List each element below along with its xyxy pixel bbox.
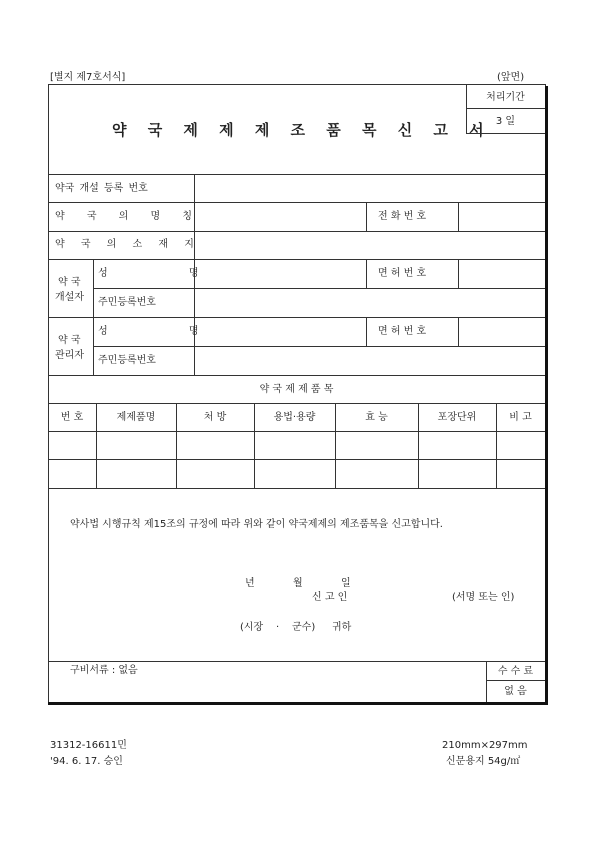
grid-line <box>458 317 459 346</box>
founder-label-line2: 개설자 <box>55 292 84 303</box>
header-prescription: 처 방 <box>203 412 227 423</box>
period-box-bottom <box>466 133 545 134</box>
fee-label: 수 수 료 <box>497 666 534 677</box>
approval-date: '94. 6. 17. 승인 <box>50 756 123 767</box>
manager-name-label: 성 명 <box>98 326 199 337</box>
date-year: 년 <box>245 578 255 589</box>
grid-line <box>48 202 545 203</box>
grid-line <box>366 202 367 231</box>
paper-size: 210mm×297mm <box>442 740 528 751</box>
manager-license-label: 면 허 번 호 <box>378 326 427 337</box>
addressee-mayor: (시장 <box>240 622 264 633</box>
grid-line <box>366 259 367 288</box>
grid-line <box>48 488 545 489</box>
declarant-label: 신 고 인 <box>312 592 348 603</box>
header-remarks: 비 고 <box>509 412 532 423</box>
paper-type: 신문용지 54g/㎡ <box>446 756 521 767</box>
fee-box-divider <box>486 680 545 681</box>
grid-line <box>93 346 545 347</box>
manager-id-label: 주민등록번호 <box>98 355 156 366</box>
items-section-title: 약 국 제 제 품 목 <box>259 384 334 395</box>
founder-id-label: 주민등록번호 <box>98 297 156 308</box>
form-code: 31312-16611민 <box>50 740 127 751</box>
grid-line <box>458 202 459 231</box>
attachments-label: 구비서류 : 없음 <box>70 665 138 676</box>
date-day: 일 <box>341 578 351 589</box>
grid-line <box>48 403 545 404</box>
addressee-separator: · <box>276 622 280 633</box>
pharmacy-name-label: 약 국 의 명 칭 <box>55 211 193 222</box>
header-package-unit: 포장단위 <box>437 412 477 423</box>
addressee-suffix: 귀하 <box>332 622 352 633</box>
header-efficacy: 효 능 <box>365 412 388 423</box>
page-side-label: (앞면) <box>497 72 525 83</box>
founder-label-line1: 약 국 <box>58 277 81 288</box>
processing-period-label: 처리기간 <box>486 92 525 103</box>
header-number: 번 호 <box>60 412 84 423</box>
period-box-divider <box>466 108 545 109</box>
processing-period-value: 3 일 <box>495 116 516 127</box>
footer-box-bottom <box>48 702 548 705</box>
fee-value: 없 음 <box>504 686 527 697</box>
grid-line <box>93 288 545 289</box>
grid-line <box>48 231 545 232</box>
footer-box-top <box>48 661 545 662</box>
frame-top <box>48 84 545 85</box>
grid-line <box>48 259 545 260</box>
phone-label: 전 화 번 호 <box>378 211 427 222</box>
pharmacy-location-label: 약 국 의 소 재 지 <box>55 239 194 250</box>
founder-name-label: 성 명 <box>98 268 199 279</box>
header-product-name: 제제품명 <box>116 412 156 423</box>
registration-number-label: 약국 개설 등록 번호 <box>55 183 148 194</box>
grid-line <box>366 317 367 346</box>
grid-line <box>48 174 545 175</box>
grid-line <box>458 259 459 288</box>
manager-label-line2: 관리자 <box>55 350 84 361</box>
form-title: 약 국 제 제 제 조 품 목 신 고 서 <box>112 121 492 139</box>
grid-line <box>48 459 545 460</box>
founder-license-label: 면 허 번 호 <box>378 268 427 279</box>
declaration-statement: 약사법 시행규칙 제15조의 규정에 따라 위와 같이 약국제제의 제조품목을 신고합니다. <box>70 519 443 530</box>
addressee-county: 군수) <box>292 622 316 633</box>
frame-right-shadow <box>545 86 548 704</box>
grid-line <box>48 317 545 318</box>
date-month: 월 <box>293 578 303 589</box>
header-dosage: 용법·용량 <box>273 412 316 423</box>
signature-note: (서명 또는 인) <box>452 592 515 603</box>
form-number-label: [별지 제7호서식] <box>50 72 126 83</box>
manager-label-line1: 약 국 <box>58 335 81 346</box>
grid-line <box>48 375 545 376</box>
grid-line <box>48 431 545 432</box>
grid-line <box>93 259 94 375</box>
